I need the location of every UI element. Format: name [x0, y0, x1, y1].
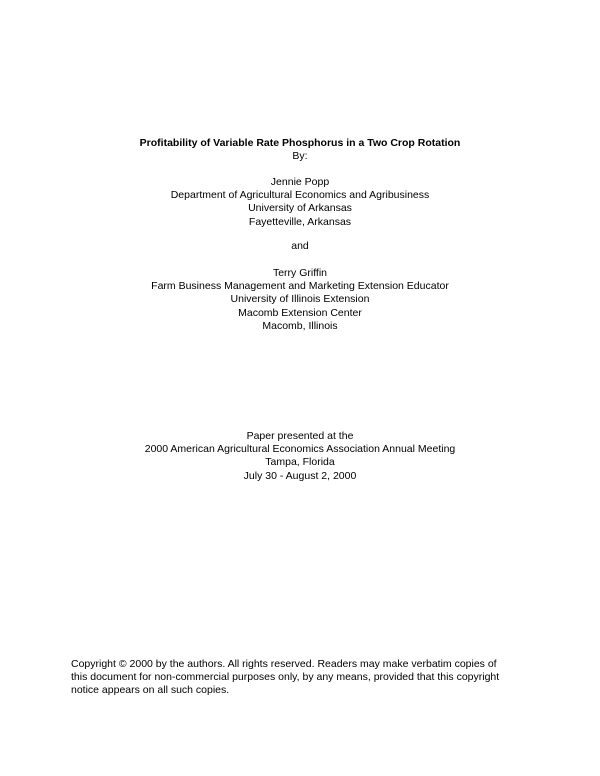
author2-center: Macomb Extension Center [238, 306, 362, 319]
title-block [0, 137, 600, 163]
author1-department: Department of Agricultural Economics and Agribusiness [170, 189, 430, 202]
copyright-line-2: this document for non-commercial purposes only, by any means, provided that this copyright [71, 671, 500, 684]
presentation-block [0, 430, 600, 483]
author2-position: Farm Business Management and Marketing Extension Educator [151, 280, 449, 293]
author1-location: Fayetteville, Arkansas [248, 215, 352, 228]
author1-block [0, 176, 600, 229]
paper-title: Profitability of Variable Rate Phosphorus in a Two Crop Rotation [139, 137, 461, 149]
author2-name: Terry Griffin [272, 267, 328, 279]
author2-location: Macomb, Illinois [262, 319, 338, 332]
author2-block [0, 267, 600, 333]
copyright-notice [71, 658, 541, 698]
copyright-line-3: notice appears on all such copies. [71, 684, 230, 697]
author1-name: Jennie Popp [270, 176, 330, 188]
presentation-line-2: 2000 American Agricultural Economics Association Annual Meeting [144, 443, 456, 456]
and-block [0, 240, 600, 253]
author2-organization: University of Illinois Extension [230, 293, 370, 306]
copyright-line-1: Copyright © 2000 by the authors. All rights reserved. Readers may make verbatim copies of [71, 658, 497, 670]
presentation-line-4: July 30 - August 2, 2000 [243, 469, 357, 482]
author-conjunction: and [291, 240, 309, 252]
presentation-line-3: Tampa, Florida [265, 456, 335, 469]
by-label: By: [292, 150, 308, 163]
author1-university: University of Arkansas [248, 202, 352, 215]
presentation-line-1: Paper presented at the [246, 430, 354, 442]
